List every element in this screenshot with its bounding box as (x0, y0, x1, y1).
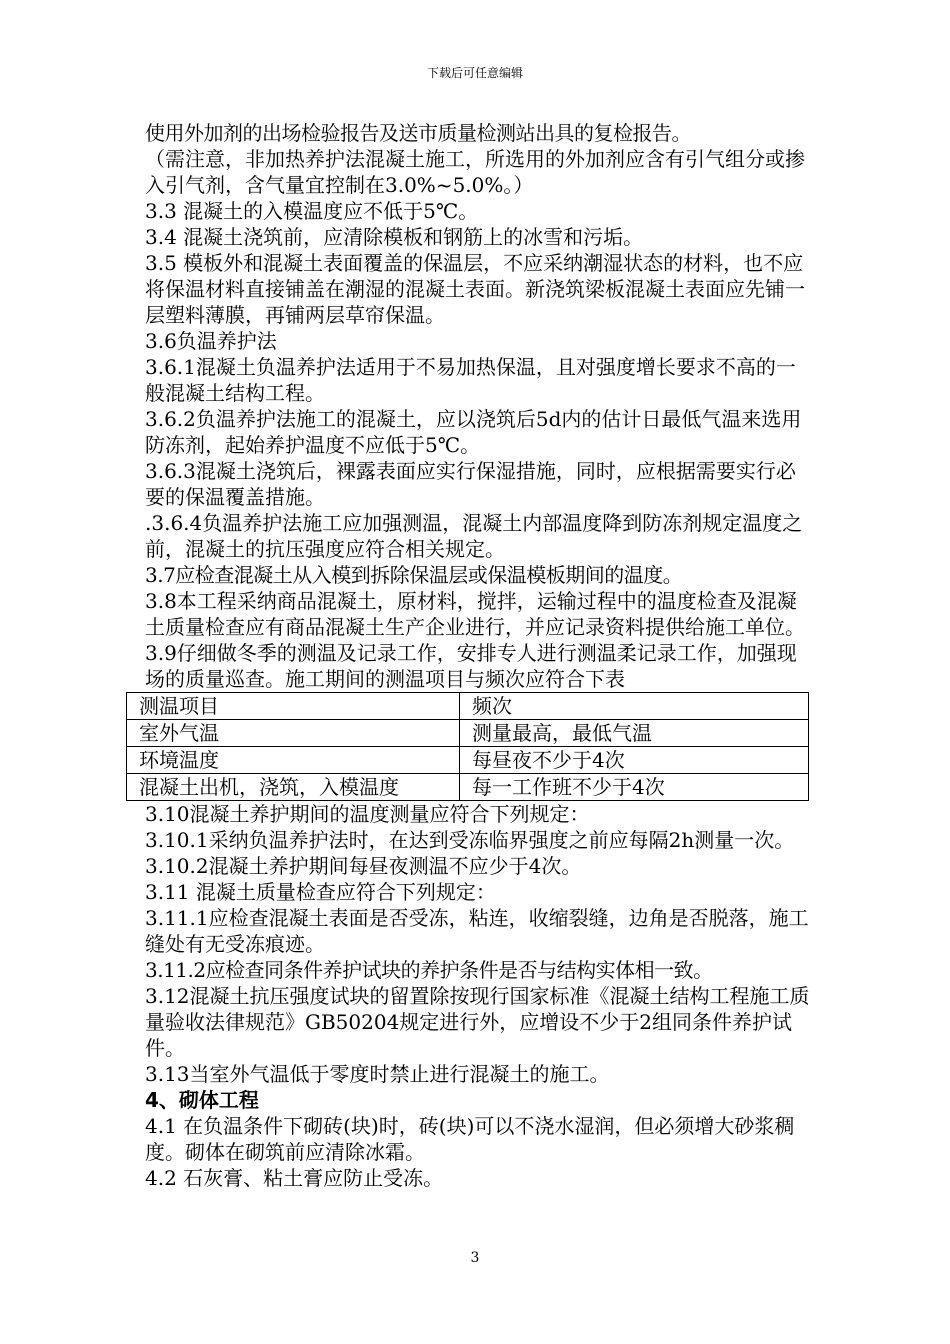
paragraph: 3.12混凝土抗压强度试块的留置除按现行国家标准《混凝土结构工程施工质量验收法律规范》GB50204规定进行外，应增设不少于2组同条件养护试件。 (145, 984, 810, 1060)
page-header: 下载后可任意编辑 (426, 66, 523, 80)
table-row (127, 747, 809, 774)
document-body (139, 120, 810, 1191)
temperature-table (126, 692, 809, 801)
paragraph: 3.10.2混凝土养护期间每昼夜测温不应少于4次。 (145, 854, 582, 878)
paragraph: 3.13当室外气温低于零度时禁止进行混凝土的施工。 (145, 1062, 610, 1086)
paragraph: 3.7应检查混凝土从入模到拆除保温层或保温模板期间的温度。 (145, 563, 683, 587)
page-number: 3 (470, 1250, 480, 1266)
paragraph: 3.6.1混凝土负温养护法适用于不易加热保温，且对强度增长要求不高的一般混凝土结构工程。 (145, 355, 796, 405)
table-cell: 测量最高，最低气温 (460, 720, 809, 747)
paragraph: 3.11.2应检查同条件养护试块的养护条件是否与结构实体相一致。 (145, 958, 713, 982)
paragraph: .3.6.4负温养护法施工应加强测温，混凝土内部温度降到防冻剂规定温度之前，混凝土的抗压强度应符合相关规定。 (145, 511, 803, 561)
paragraph: 3.6负温养护法 (145, 329, 277, 353)
paragraph: 使用外加剂的出场检验报告及送市质量检测站出具的复检报告。 (145, 121, 691, 145)
paragraph: 3.11 混凝土质量检查应符合下列规定： (145, 880, 496, 904)
table-cell: 混凝土出机，浇筑，入模温度 (127, 774, 460, 801)
table-cell: 环境温度 (127, 747, 460, 774)
paragraph: 3.8本工程采纳商品混凝土，原材料，搅拌，运输过程中的温度检查及混凝土质量检查应有商品混凝土生产企业进行，并应记录资料提供给施工单位。 (145, 589, 805, 639)
paragraph: 3.6.2负温养护法施工的混凝土，应以浇筑后5d内的估计日最低气温来选用防冻剂，起始养护温度不应低于5℃。 (145, 407, 802, 457)
paragraph: 3.10.1采纳负温养护法时，在达到受冻临界强度之前应每隔2h测量一次。 (145, 828, 795, 852)
table-cell: 室外气温 (127, 720, 460, 747)
paragraph: 3.11.1应检查混凝土表面是否受冻，粘连，收缩裂缝，边角是否脱落，施工缝处有无受冻痕迹。 (145, 906, 809, 956)
table-row (127, 774, 809, 801)
paragraph: 3.3 混凝土的入模温度应不低于5℃。 (145, 199, 479, 223)
paragraph: 3.5 模板外和混凝土表面覆盖的保温层，不应采纳潮湿状态的材料，也不应将保温材料直接铺盖在潮湿的混凝土表面。新浇筑梁板混凝土表面应先铺一层塑料薄膜，再铺两层草帘保温。 (145, 251, 805, 327)
section-heading: 4、砌体工程 (145, 1088, 259, 1112)
table-header-cell: 频次 (460, 693, 809, 720)
table-cell: 每一工作班不少于4次 (460, 774, 809, 801)
paragraph: 3.6.3混凝土浇筑后，裸露表面应实行保湿措施，同时，应根据需要实行必要的保温覆盖措施。 (145, 459, 796, 509)
paragraph: （需注意，非加热养护法混凝土施工，所选用的外加剂应含有引气组分或掺入引气剂，含气量宜控制在3.0%~5.0%。） (145, 147, 805, 197)
paragraph: 3.9仔细做冬季的测温及记录工作，安排专人进行测温柔记录工作，加强现场的质量巡查。施工期间的测温项目与频次应符合下表 (145, 641, 797, 691)
paragraph: 3.4 混凝土浇筑前，应清除模板和钢筋上的冰雪和污垢。 (145, 225, 644, 249)
paragraph: 3.10混凝土养护期间的温度测量应符合下列规定： (145, 802, 590, 826)
paragraph: 4.1 在负温条件下砌砖(块)时，砖(块)可以不浇水湿润，但必须增大砂浆稠度。砌体在砌筑前应清除冰霜。 (145, 1114, 795, 1164)
table-row (127, 720, 809, 747)
table-header-cell: 测温项目 (127, 693, 460, 720)
paragraph: 4.2 石灰膏、粘土膏应防止受冻。 (145, 1166, 444, 1190)
table-header-row (127, 693, 809, 720)
table-cell: 每昼夜不少于4次 (460, 747, 809, 774)
